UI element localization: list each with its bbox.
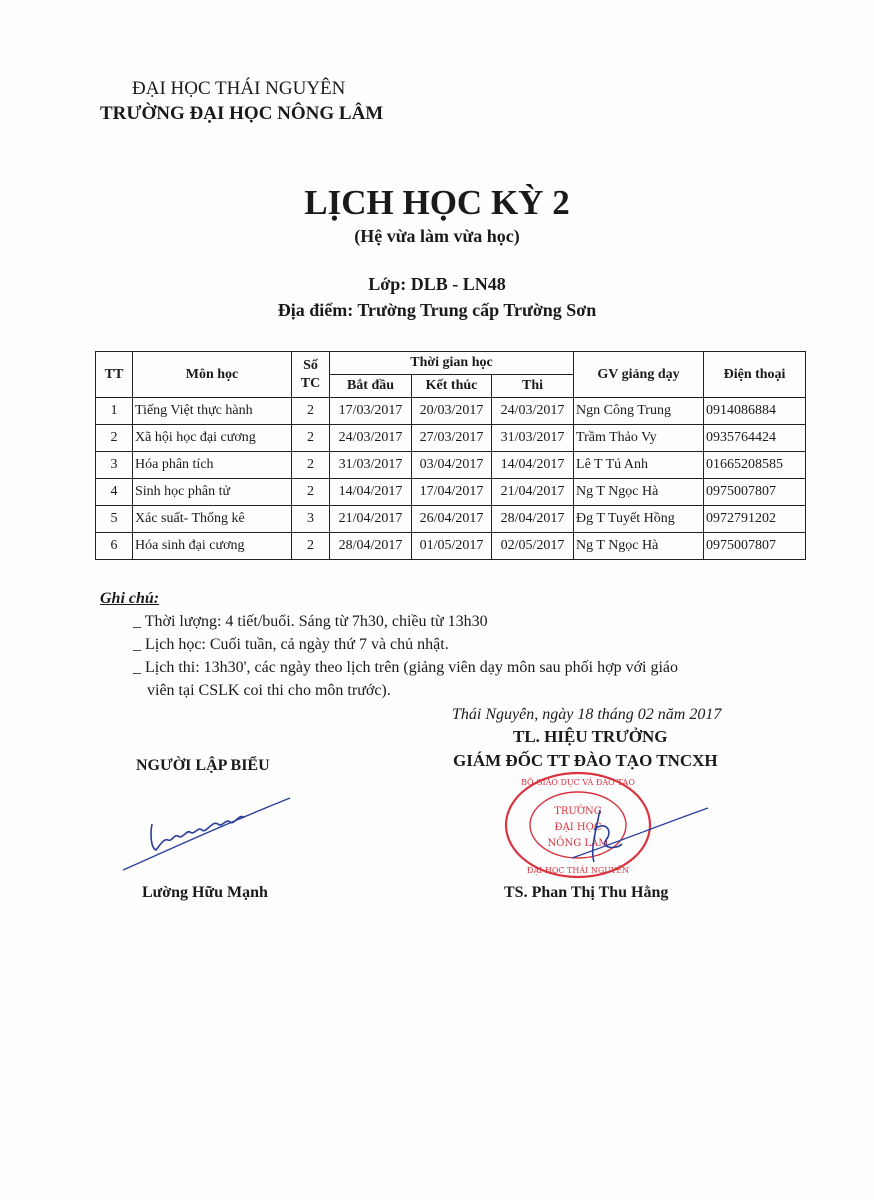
- cell-phone: 0972791202: [704, 506, 806, 533]
- cell-start: 28/04/2017: [330, 533, 412, 560]
- note-item: _ Thời lượng: 4 tiết/buổi. Sáng từ 7h30, chiều từ 13h30: [133, 613, 488, 630]
- stamp-line2: ĐẠI HỌC: [554, 822, 602, 833]
- preparer-signature: [118, 790, 298, 880]
- cell-credits: 2: [292, 533, 330, 560]
- cell-exam: 21/04/2017: [492, 479, 574, 506]
- table-row: [96, 452, 806, 479]
- cell-start: 21/04/2017: [330, 506, 412, 533]
- cell-tt: 3: [96, 452, 133, 479]
- cell-credits: 2: [292, 479, 330, 506]
- cell-phone: 0975007807: [704, 479, 806, 506]
- schedule-table: [95, 351, 806, 560]
- table-row: [96, 506, 806, 533]
- table-row: [96, 479, 806, 506]
- cell-subject: Xác suất- Thống kê: [133, 506, 292, 533]
- table-row: [96, 398, 806, 425]
- cell-lecturer: Trầm Thảo Vy: [574, 425, 704, 452]
- cell-end: 26/04/2017: [412, 506, 492, 533]
- cell-end: 27/03/2017: [412, 425, 492, 452]
- cell-subject: Hóa phân tích: [133, 452, 292, 479]
- note-item: _ Lịch thi: 13h30', các ngày theo lịch trên (giảng viên dạy môn sau phối hợp với giáo: [133, 659, 679, 676]
- cell-exam: 28/04/2017: [492, 506, 574, 533]
- approver-signature: [570, 800, 710, 870]
- cell-start: 31/03/2017: [330, 452, 412, 479]
- cell-exam: 02/05/2017: [492, 533, 574, 560]
- cell-credits: 3: [292, 506, 330, 533]
- location-line: Địa điểm: Trường Trung cấp Trường Sơn: [277, 300, 597, 320]
- col-header-end: Kết thúc: [412, 375, 492, 398]
- date-line: Thái Nguyên, ngày 18 tháng 02 năm 2017: [452, 706, 722, 723]
- col-header-time-group: Thời gian học: [330, 352, 574, 375]
- cell-subject: Sinh học phân tử: [133, 479, 292, 506]
- cell-tt: 6: [96, 533, 133, 560]
- cell-lecturer: Lê T Tú Anh: [574, 452, 704, 479]
- cell-credits: 2: [292, 452, 330, 479]
- header-row: [96, 352, 806, 375]
- col-header-subject: Môn học: [133, 352, 292, 398]
- approver-title-1: TL. HIỆU TRƯỞNG: [513, 727, 668, 746]
- cell-exam: 31/03/2017: [492, 425, 574, 452]
- col-header-start: Bắt đầu: [330, 375, 412, 398]
- cell-start: 17/03/2017: [330, 398, 412, 425]
- cell-lecturer: Ng T Ngọc Hà: [574, 533, 704, 560]
- cell-end: 03/04/2017: [412, 452, 492, 479]
- cell-exam: 14/04/2017: [492, 452, 574, 479]
- cell-phone: 0914086884: [704, 398, 806, 425]
- cell-lecturer: Ng T Ngọc Hà: [574, 479, 704, 506]
- cell-end: 01/05/2017: [412, 533, 492, 560]
- table-row: [96, 533, 806, 560]
- note-item: _ Lịch học: Cuối tuần, cả ngày thứ 7 và chủ nhật.: [133, 636, 449, 653]
- cell-end: 20/03/2017: [412, 398, 492, 425]
- stamp-line1: TRƯỜNG: [554, 806, 602, 817]
- preparer-name: Lường Hữu Mạnh: [142, 884, 268, 901]
- cell-subject: Xã hội học đại cương: [133, 425, 292, 452]
- class-line: Lớp: DLB - LN48: [368, 274, 506, 294]
- preparer-title: NGƯỜI LẬP BIỂU: [136, 757, 270, 774]
- col-header-lecturer: GV giảng dạy: [574, 352, 704, 398]
- approver-title-2: GIÁM ĐỐC TT ĐÀO TẠO TNCXH: [453, 751, 718, 770]
- university-name: ĐẠI HỌC THÁI NGUYÊN: [132, 78, 346, 99]
- cell-credits: 2: [292, 425, 330, 452]
- cell-tt: 4: [96, 479, 133, 506]
- stamp-line3: NÔNG LÂM: [547, 838, 609, 849]
- cell-tt: 5: [96, 506, 133, 533]
- cell-exam: 24/03/2017: [492, 398, 574, 425]
- cell-start: 24/03/2017: [330, 425, 412, 452]
- cell-lecturer: Đg T Tuyết Hồng: [574, 506, 704, 533]
- cell-credits: 2: [292, 398, 330, 425]
- cell-lecturer: Ngn Công Trung: [574, 398, 704, 425]
- school-name: TRƯỜNG ĐẠI HỌC NÔNG LÂM: [100, 103, 384, 124]
- cell-start: 14/04/2017: [330, 479, 412, 506]
- credits-header-line2: TC: [300, 375, 321, 391]
- approver-name: TS. Phan Thị Thu Hằng: [504, 884, 669, 901]
- credits-header-line1: Số: [303, 357, 318, 373]
- document-title: LỊCH HỌC KỲ 2: [304, 183, 570, 222]
- stamp-bottom-text: ĐẠI HỌC THÁI NGUYÊN: [526, 866, 630, 875]
- col-header-credits: [292, 352, 330, 398]
- table-row: [96, 425, 806, 452]
- cell-subject: Hóa sinh đại cương: [133, 533, 292, 560]
- document-subtitle: (Hệ vừa làm vừa học): [354, 226, 520, 246]
- cell-phone: 0935764424: [704, 425, 806, 452]
- col-header-exam: Thi: [492, 375, 574, 398]
- cell-tt: 1: [96, 398, 133, 425]
- cell-end: 17/04/2017: [412, 479, 492, 506]
- stamp-ring-text: BỘ GIÁO DỤC VÀ ĐÀO TẠO: [521, 778, 635, 787]
- cell-subject: Tiếng Việt thực hành: [133, 398, 292, 425]
- cell-tt: 2: [96, 425, 133, 452]
- col-header-tt: TT: [96, 352, 133, 398]
- cell-phone: 0975007807: [704, 533, 806, 560]
- col-header-phone: Điện thoại: [704, 352, 806, 398]
- cell-phone: 01665208585: [704, 452, 806, 479]
- note-item-continuation: viên tại CSLK coi thi cho môn trước).: [147, 682, 391, 699]
- notes-heading: Ghi chú:: [100, 590, 160, 607]
